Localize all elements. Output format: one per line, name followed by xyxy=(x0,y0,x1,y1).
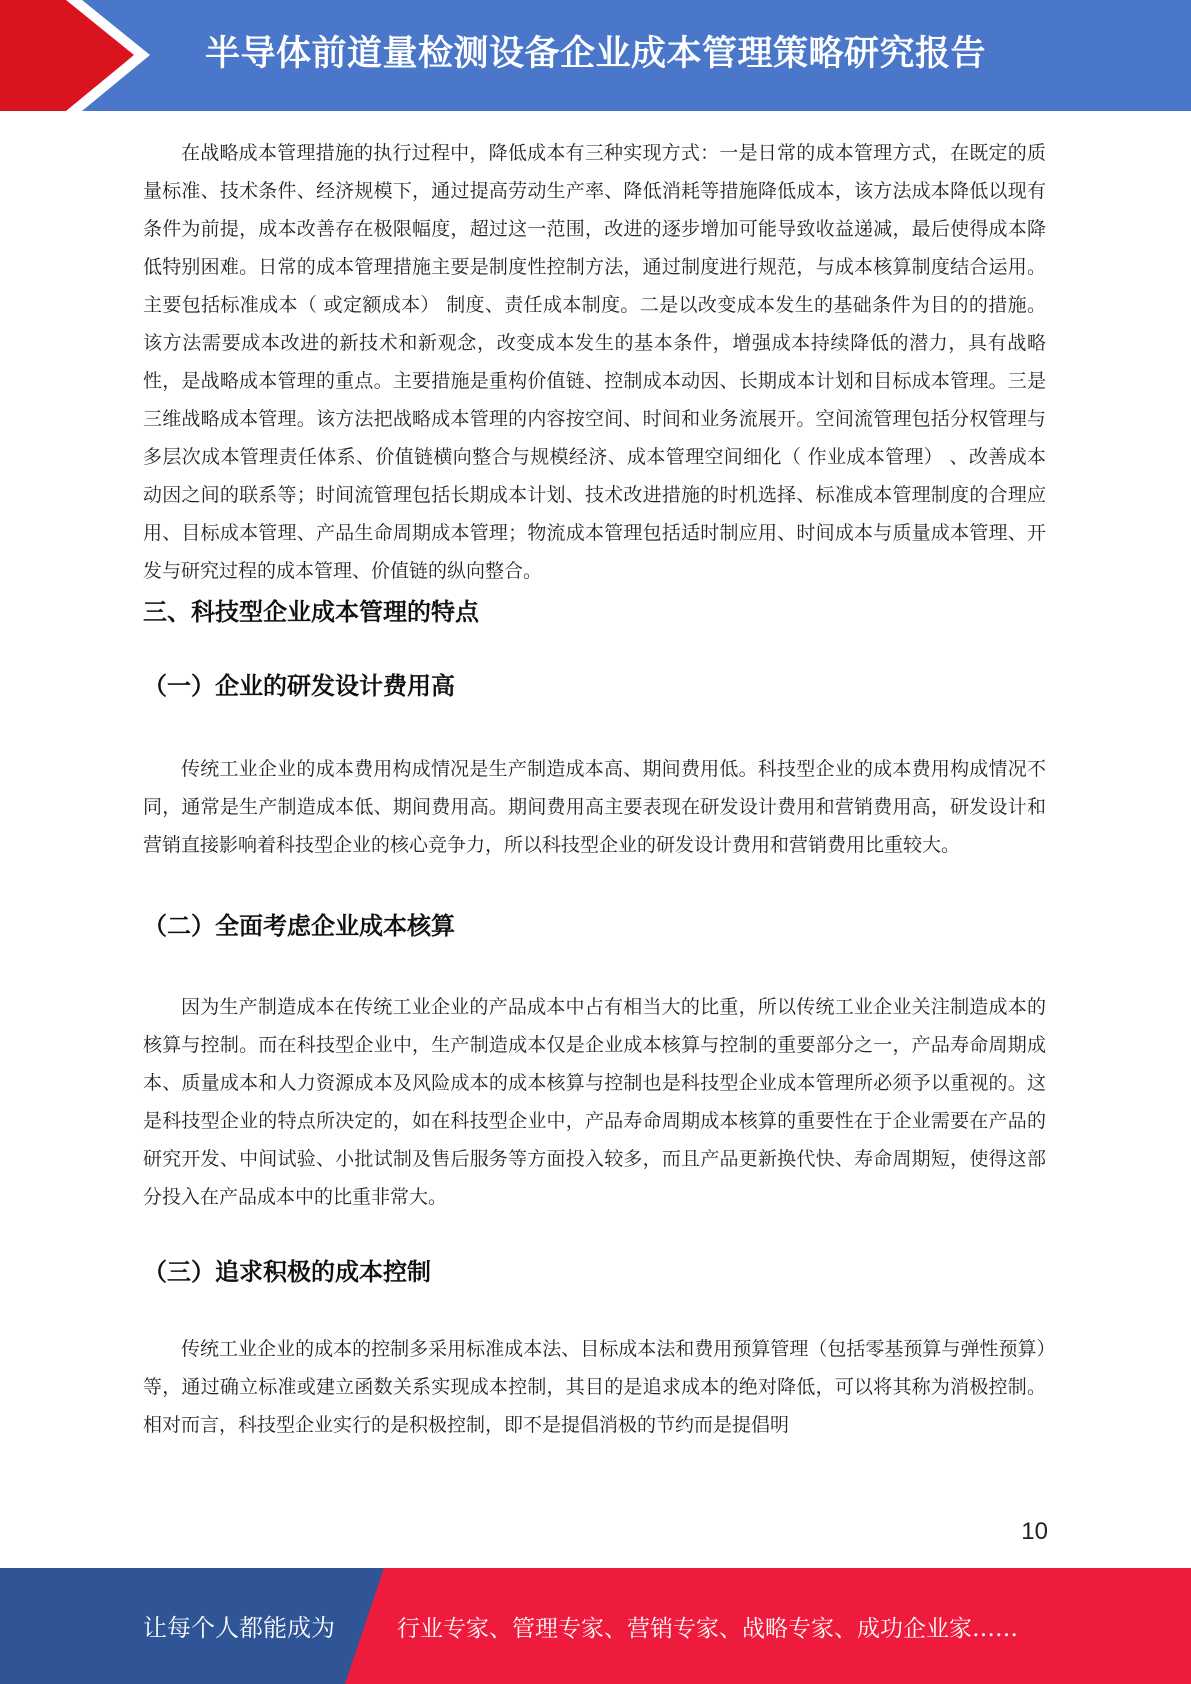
footer-slogan-right: 行业专家、管理专家、营销专家、战略专家、成功企业家…… xyxy=(397,1616,1018,1642)
subsection-paragraph-1: 传统工业企业的成本费用构成情况是生产制造成本高、期间费用低。科技型企业的成本费用构成情况不同，通常是生产制造成本低、期间费用高。期间费用高主要表现在研发设计费用和营销费用高，研发设计和营销直接影响着科技型企业的核心竞争力，所以科技型企业的研发设计费用和营销费用比重较大。 xyxy=(143,758,1046,856)
report-title: 半导体前道量检测设备企业成本管理策略研究报告 xyxy=(205,34,987,74)
section-heading: 三、科技型企业成本管理的特点 xyxy=(143,598,479,626)
page-number: 10 xyxy=(1021,1518,1048,1545)
intro-paragraph: 在战略成本管理措施的执行过程中，降低成本有三种实现方式：一是日常的成本管理方式，在既定的质量标准、技术条件、经济规模下，通过提高劳动生产率、降低消耗等措施降低成本，该方法成本降低以现有条件为前提，成本改善存在极限幅度，超过这一范围，改进的逐步增加可能导致收益递减，最后使得成本降低特别困难。日常的成本管理措施主要是制度性控制方法，通过制度进行规范，与成本核算制度结合运用。主要包括标准成本（ 或定额成本） 制度、责任成本制度。二是以改变成本发生的基础条件为目的的措施。该方法需要成本改进的新技术和新观念，改变成本发生的基本条件，增强成本持续降低的潜力，具有战略性，是战略成本管理的重点。主要措施是重构价值链、控制成本动因、长期成本计划和目标成本管理。三是三维战略成本管理。该方法把战略成本管理的内容按空间、时间和业务流展开。空间流管理包括分权管理与多层次成本管理责任体系、价值链横向整合与规模经济、成本管理空间细化（ 作业成本管理） 、改善成本动因之间的联系等；时间流管理包括长期成本计划、技术改进措施的时机选择、标准成本管理制度的合理应用、目标成本管理、产品生命周期成本管理；物流成本管理包括适时制应用、时间成本与质量成本管理、开发与研究过程的成本管理、价值链的纵向整合。 xyxy=(143,142,1046,582)
page-footer xyxy=(0,1568,1191,1684)
subsection-paragraph-2: 因为生产制造成本在传统工业企业的产品成本中占有相当大的比重，所以传统工业企业关注制造成本的核算与控制。而在科技型企业中，生产制造成本仅是企业成本核算与控制的重要部分之一，产品寿命周期成本、质量成本和人力资源成本及风险成本的成本核算与控制也是科技型企业成本管理所必须予以重视的。这是科技型企业的特点所决定的，如在科技型企业中，产品寿命周期成本核算的重要性在于企业需要在产品的研究开发、中间试验、小批试制及售后服务等方面投入较多，而且产品更新换代快、寿命周期短，使得这部分投入在产品成本中的比重非常大。 xyxy=(143,996,1046,1208)
subsection-heading-2: （二）全面考虑企业成本核算 xyxy=(143,912,455,940)
subsection-heading-3: （三）追求积极的成本控制 xyxy=(143,1258,431,1286)
footer-slogan-left: 让每个人都能成为 xyxy=(143,1614,335,1642)
subsection-heading-1: （一）企业的研发设计费用高 xyxy=(143,672,455,700)
main-content xyxy=(143,134,1046,1444)
page-header xyxy=(0,0,1191,111)
header-arrow-decoration xyxy=(0,0,160,111)
subsection-paragraph-3: 传统工业企业的成本的控制多采用标准成本法、目标成本法和费用预算管理（包括零基预算与弹性预算）等，通过确立标准或建立函数关系实现成本控制，其目的是追求成本的绝对降低，可以将其称为消极控制。相对而言，科技型企业实行的是积极控制，即不是提倡消极的节约而是提倡明 xyxy=(143,1338,1046,1436)
